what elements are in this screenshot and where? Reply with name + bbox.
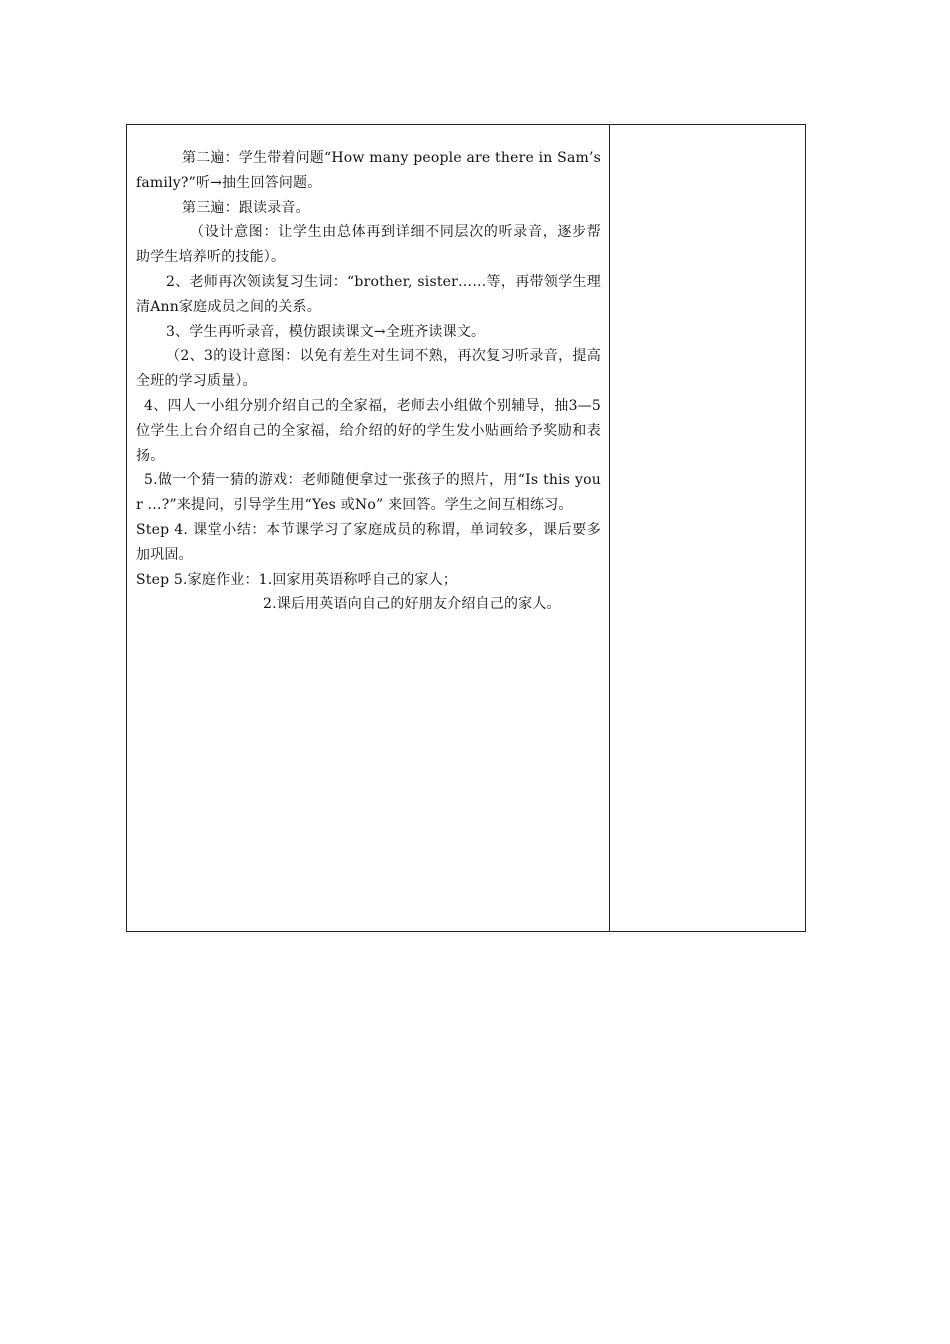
paragraph-step-5-game: 5.做一个猜一猜的游戏：老师随便拿过一张孩子的照片，用“Is this your …?”来提问，引导学生用“Yes 或No” 来回答。学生之间互相练习。 [136,472,601,514]
lesson-plan-table [126,124,806,932]
paragraph-third-listen: 第三遍：跟读录音。 [182,199,310,216]
paragraph-step-4: 4、四人一小组分别介绍自己的全家福，老师去小组做个别辅导，抽3—5位学生上台介绍自己的全家福，给介绍的好的学生发小贴画给予奖励和表扬。 [136,397,601,464]
paragraph-summary: Step 4. 课堂小结：本节课学习了家庭成员的称谓，单词较多，课后要多加巩固。 [136,521,601,563]
notes-cell [610,125,806,932]
procedure-content [127,125,609,617]
paragraph-second-listen: 第二遍：学生带着问题“How many people are there in Sam’s family?”听→抽生回答问题。 [136,150,601,191]
paragraph-step-3: 3、学生再听录音，模仿跟读课文→全班齐读课文。 [166,323,486,340]
paragraph-step-2: 2、老师再次领读复习生词：“brother, sister……等，再带领学生理清Ann家庭成员之间的关系。 [136,273,601,315]
paragraph-design-intent-1: （设计意图：让学生由总体再到详细不同层次的听录音，逐步帮助学生培养听的技能）。 [136,224,601,266]
table-row [127,125,806,932]
paragraph-homework-2: 2.课后用英语向自己的好朋友介绍自己的家人。 [263,596,561,613]
paragraph-design-intent-2: （2、3的设计意图：以免有差生对生词不熟，再次复习听录音，提高全班的学习质量）。 [136,348,601,390]
paragraph-homework-1: Step 5.家庭作业：1.回家用英语称呼自己的家人； [136,571,458,588]
procedure-cell [127,125,610,932]
